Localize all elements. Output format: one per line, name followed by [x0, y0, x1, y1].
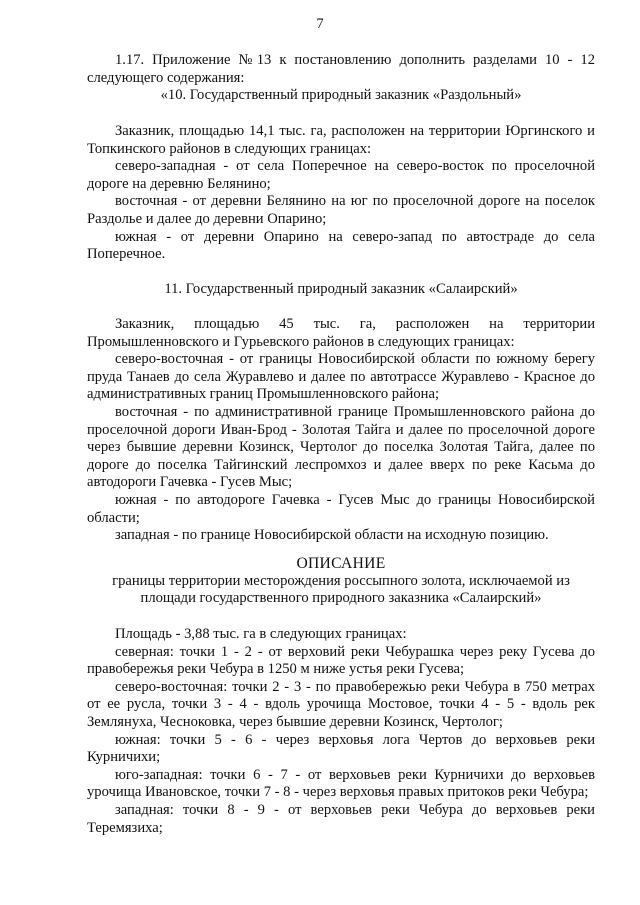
salairsky-section [87, 316, 595, 545]
heading-salairsky: 11. Государственный природный заказник «Салаирский» [164, 281, 518, 297]
razdolny-south-border: южная - от деревни Опарино на северо-запад по автостраде до села Поперечное. [87, 228, 595, 263]
page-number: 7 [316, 16, 324, 32]
description-area: Площадь - 3,88 тыс. га в следующих границах: [115, 626, 407, 642]
description-section [87, 626, 595, 837]
razdolny-section [87, 123, 595, 264]
salairsky-heading-block [87, 281, 595, 299]
description-west-border: западная: точки 8 - 9 - от верховьев реки Чебура до верховьев реки Теремязиха; [87, 801, 595, 836]
description-south-border: южная: точки 5 - 6 - через верховья лога Чертов до верховьев реки Курничихи; [87, 731, 595, 766]
description-subtitle: границы территории месторождения россыпного золота, исключаемой из площади государственного природного заказника «Салаирский» [112, 572, 570, 607]
razdolny-northwest-border: северо-западная - от села Поперечное на северо-восток по проселочной дороге на деревню Белянино; [87, 158, 595, 192]
description-heading-block [87, 555, 595, 608]
razdolny-intro: Заказник, площадью 14,1 тыс. га, расположен на территории Юргинского и Топкинского районов в следующих границах: [87, 123, 595, 157]
salairsky-northeast-border: северо-восточная - от границы Новосибирской области по южному берегу пруда Танаев до села Журавлево и далее по автотрассе Журавлево - Красное до административных границ Промышленновского района; [87, 351, 595, 403]
description-title: ОПИСАНИЕ [296, 555, 386, 572]
amendment-intro: 1.17. Приложение №13 к постановлению дополнить разделами 10 - 12 следующего содержания: [87, 52, 595, 86]
section-1-17 [87, 52, 595, 105]
description-northeast-border: северо-восточная: точки 2 - 3 - по правобережью реки Чебура в 750 метрах от ее русла, точки 3 - 4 - вдоль урочища Мостовое, точки 4 - 5 - вдоль рек Землянуха, Чесноковка, через бывшие деревни Козинск, Чертолог; [87, 678, 595, 730]
salairsky-east-border: восточная - по административной границе Промышленновского района до проселочной дороги Иван-Брод - Золотая Тайга и далее по проселочной дороге через бывшие деревни Козинск, Чертолог до поселка Золотая Тайга, далее по дороге до поселка Тайгинский леспромхоз и далее вверх по реке Касьма до автодороги Гачевка - Гусев Мыс; [87, 403, 595, 491]
salairsky-west-border: западная - по границе Новосибирской области на исходную позицию. [115, 527, 549, 544]
description-southwest-border: юго-западная: точки 6 - 7 - от верховьев реки Курничихи до верховьев урочища Ивановское, точки 7 - 8 - через верховья правых притоков реки Чебура; [87, 766, 595, 801]
salairsky-south-border: южная - по автодороге Гачевка - Гусев Мыс до границы Новосибирской области; [87, 491, 595, 526]
heading-razdolny: «10. Государственный природный заказник «Раздольный» [160, 87, 522, 104]
razdolny-east-border: восточная - от деревни Белянино на юг по проселочной дороге на поселок Раздолье и далее до деревни Опарино; [87, 193, 595, 227]
description-north-border: северная: точки 1 - 2 - от верховий реки Чебурашка через реку Гусева до правобережья реки Чебура в 1250 м ниже устья реки Гусева; [87, 643, 595, 678]
salairsky-intro: Заказник, площадью 45 тыс. га, расположен на территории Промышленновского и Гурьевского районов в следующих границах: [87, 316, 595, 350]
